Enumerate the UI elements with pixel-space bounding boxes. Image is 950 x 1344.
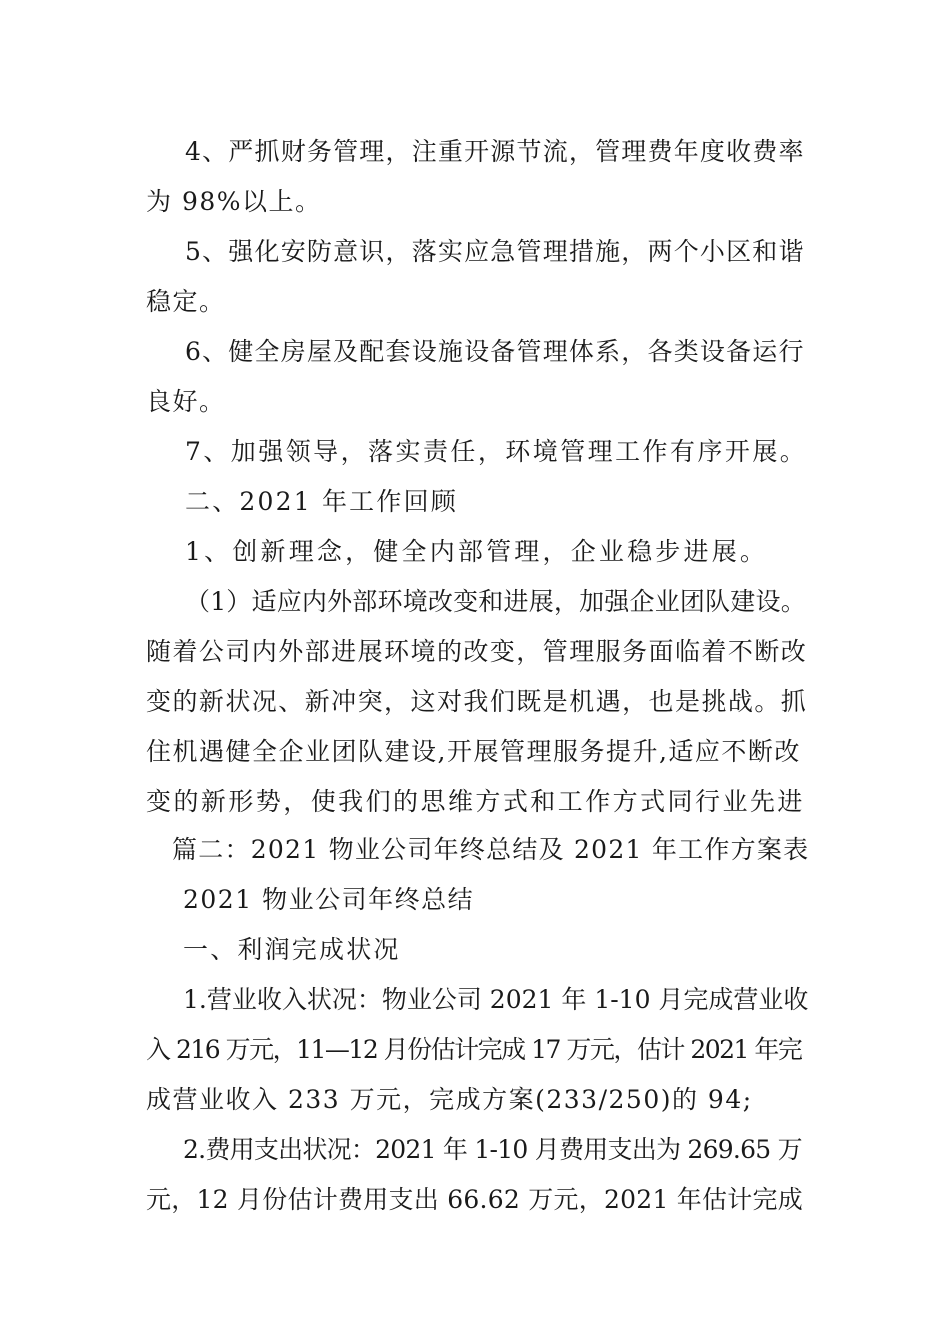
paragraph-line: 4、严抓财务管理，注重开源节流，管理费年度收费率 — [185, 137, 805, 166]
article-heading: 篇二：2021 物业公司年终总结及 2021 年工作方案表 — [172, 835, 810, 864]
paragraph-line: 元，12 月份估计费用支出 66.62 万元，2021 年估计完成 — [146, 1185, 804, 1214]
paragraph-line: 随着公司内外部进展环境的改变，管理服务面临着不断改 — [146, 637, 808, 666]
paragraph-line: 良好。 — [146, 387, 226, 416]
paragraph-line: 成营业收入 233 万元，完成方案(233/250)的 94; — [146, 1085, 753, 1114]
section-heading: 一、利润完成状况 — [183, 935, 401, 964]
paragraph-line: 1、创新理念，健全内部管理，企业稳步进展。 — [185, 537, 769, 566]
paragraph-line: 7、加强领导，落实责任，环境管理工作有序开展。 — [185, 437, 808, 466]
paragraph-line: 住机遇健全企业团队建设,开展管理服务提升,适应不断改 — [146, 737, 801, 766]
paragraph-line: 1.营业收入状况：物业公司 2021 年 1-10 月完成营业收 — [183, 985, 809, 1014]
section-heading: 二、2021 年工作回顾 — [185, 487, 458, 516]
paragraph-line: 入 216 万元，11—12 月份估计完成 17 万元，估计 2021 年完 — [146, 1035, 802, 1064]
paragraph-line: （1）适应内外部环境改变和进展，加强企业团队建设。 — [185, 587, 806, 616]
paragraph-line: 为 98%以上。 — [146, 187, 322, 216]
paragraph-line: 6、健全房屋及配套设施设备管理体系，各类设备运行 — [185, 337, 805, 366]
paragraph-line: 变的新形势，使我们的思维方式和工作方式同行业先进 — [146, 787, 805, 816]
paragraph-line: 变的新状况、新冲突，这对我们既是机遇，也是挑战。抓 — [146, 687, 808, 716]
paragraph-line: 2.费用支出状况：2021 年 1-10 月费用支出为 269.65 万 — [183, 1135, 802, 1164]
article-subtitle: 2021 物业公司年终总结 — [183, 885, 475, 914]
paragraph-line: 5、强化安防意识，落实应急管理措施，两个小区和谐 — [185, 237, 805, 266]
paragraph-line: 稳定。 — [146, 287, 226, 316]
